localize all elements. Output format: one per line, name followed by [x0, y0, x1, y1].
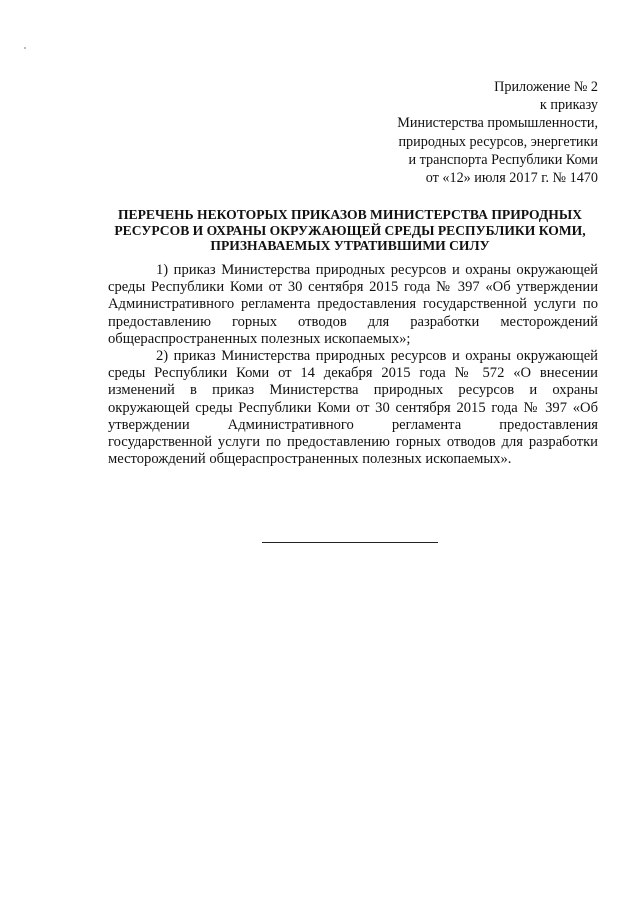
appendix-line: Приложение № 2: [494, 79, 598, 95]
appendix-line: Министерства промышленности,: [397, 115, 598, 132]
title-line: ПЕРЕЧЕНЬ НЕКОТОРЫХ ПРИКАЗОВ МИНИСТЕРСТВА ПРИРОДНЫХ: [117, 207, 583, 222]
scan-speck: [24, 47, 26, 49]
appendix-line: от «12» июля 2017 г. № 1470: [425, 170, 598, 187]
document-title: [108, 207, 592, 254]
title-line: РЕСУРСОВ И ОХРАНЫ ОКРУЖАЮЩЕЙ СРЕДЫ РЕСПУБЛИКИ КОМИ,: [114, 222, 586, 238]
appendix-line: к приказу: [539, 97, 598, 114]
title-line: ПРИЗНАВАЕМЫХ УТРАТИВШИМИ СИЛУ: [210, 238, 490, 254]
list-item-2: 2) приказ Министерства природных ресурсов и охраны окружающей среды Республики Коми от 14 декабря 2015 года № 572 «О внесении изменений в приказ Министерства природных ресурсов и охраны окружающей среды Республики Коми от 30 сентября 2015 года № 397 «Об утверждении Административного регламента предоставления государственной услуги по предоставлению горных отводов для разработки месторождений общераспространенных полезных ископаемых».: [108, 348, 598, 468]
list-item-1: 1) приказ Министерства природных ресурсов и охраны окружающей среды Республики Коми от 30 сентября 2015 года № 397 «Об утверждении Административного регламента предоставления государственной услуги по предоставлению горных отводов для разработки месторождений общераспространенных полезных ископаемых»;: [108, 262, 598, 347]
appendix-header: [358, 78, 598, 187]
document-body: [108, 262, 598, 468]
appendix-line: природных ресурсов, энергетики: [398, 133, 598, 150]
separator-line: [262, 542, 438, 543]
appendix-line: и транспорта Республики Коми: [408, 151, 598, 168]
